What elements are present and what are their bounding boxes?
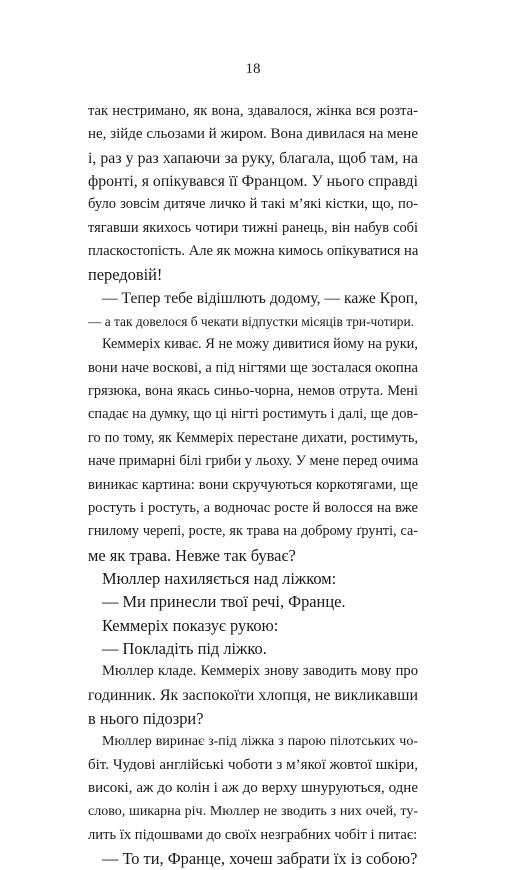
text-line: ме як трава. Невже так буває?: [88, 545, 296, 565]
paragraph: [88, 333, 418, 566]
text-line: в нього підозри?: [88, 708, 204, 728]
paragraph: [88, 614, 418, 637]
page-number: 18: [245, 61, 261, 77]
text-line: го по тому, як Кеммеріх перестане дихати, ростимуть,: [88, 429, 418, 446]
text-line: передовій!: [88, 265, 163, 285]
text-line: гнилому черепі, росте, як трава на доброму ґрунті, са-: [88, 523, 418, 540]
text-line: тягавши якихось чотири тижні ранець, він набув собі: [88, 219, 418, 236]
paragraph: [88, 590, 418, 613]
text-line: — То ти, Франце, хочеш забрати їх із собою?: [102, 849, 418, 868]
text-line: Кеммеріх киває. Я не можу дивитися йому на руки,: [102, 336, 418, 353]
text-line: годинник. Як заспокоїти хлопця, не викликавши: [88, 686, 418, 704]
text-line: Кеммеріх показує рукою:: [102, 615, 279, 635]
text-line: вони наче воскові, а під нігтями ще зосталася окопна: [88, 359, 418, 376]
body-text: [88, 100, 418, 870]
text-line: наче примарні білі гриби у льоху. У мене перед очима: [88, 453, 419, 470]
paragraph: [88, 287, 418, 334]
paragraph: [88, 567, 418, 590]
paragraph: [88, 847, 418, 870]
text-line: Мюллер кладе. Кеммеріх знову заводить мову про: [102, 663, 418, 680]
text-line: фронті, я опікувався її Францом. У нього справді: [88, 173, 418, 191]
text-line: виникає картина: вони скручуються коркотягами, ще: [88, 476, 418, 493]
text-line: і, раз у раз хапаючи за руку, благала, щоб там, на: [88, 149, 418, 167]
text-line: — Покладіть під ліжко.: [102, 638, 267, 658]
text-line: біт. Чудові англійські чоботи з м’якої жовтої шкіри,: [88, 756, 418, 773]
text-line: — а так довелося б чекати відпустки місяців три-чотири.: [88, 314, 415, 330]
text-line: лить їх підошвами до своїх незграбних чобіт і питає:: [88, 826, 418, 843]
paragraph: [88, 637, 418, 660]
text-line: так нестримано, як вона, здавалося, жінка вся розта-: [88, 103, 418, 119]
text-line: пласкостопість. Але як можна кимось опікуватися на: [88, 243, 419, 260]
text-line: Мюллер нахиляється над ліжком:: [102, 568, 337, 588]
text-line: — Ми принесли твої речі, Франце.: [102, 592, 346, 612]
text-line: Мюллер виринає з-під ліжка з парою пілотських чо-: [102, 734, 418, 750]
text-line: — Тепер тебе відішлють додому, — каже Кроп,: [102, 289, 418, 307]
paragraph: [88, 730, 418, 847]
text-line: було зовсім дитяче личко й такі м’які кістки, що, по-: [88, 196, 418, 213]
text-line: високі, аж до колін і аж до верху шнуруються, одне: [88, 779, 418, 796]
text-line: ростуть і ростуть, а водночас росте й волосся на вже: [88, 499, 418, 516]
text-line: слово, шикарна річ. Мюллер не зводить з них очей, ту-: [88, 804, 418, 820]
paragraph: [88, 100, 418, 287]
text-line: не, зійде сльозами й жиром. Вона дивилася на мене: [88, 126, 418, 143]
text-line: грязюка, вона якась синьо-чорна, немов отрута. Мені: [88, 383, 418, 400]
paragraph: [88, 660, 418, 730]
text-line: спадає на думку, що ці нігті ростимуть і далі, ще дов-: [88, 406, 418, 423]
